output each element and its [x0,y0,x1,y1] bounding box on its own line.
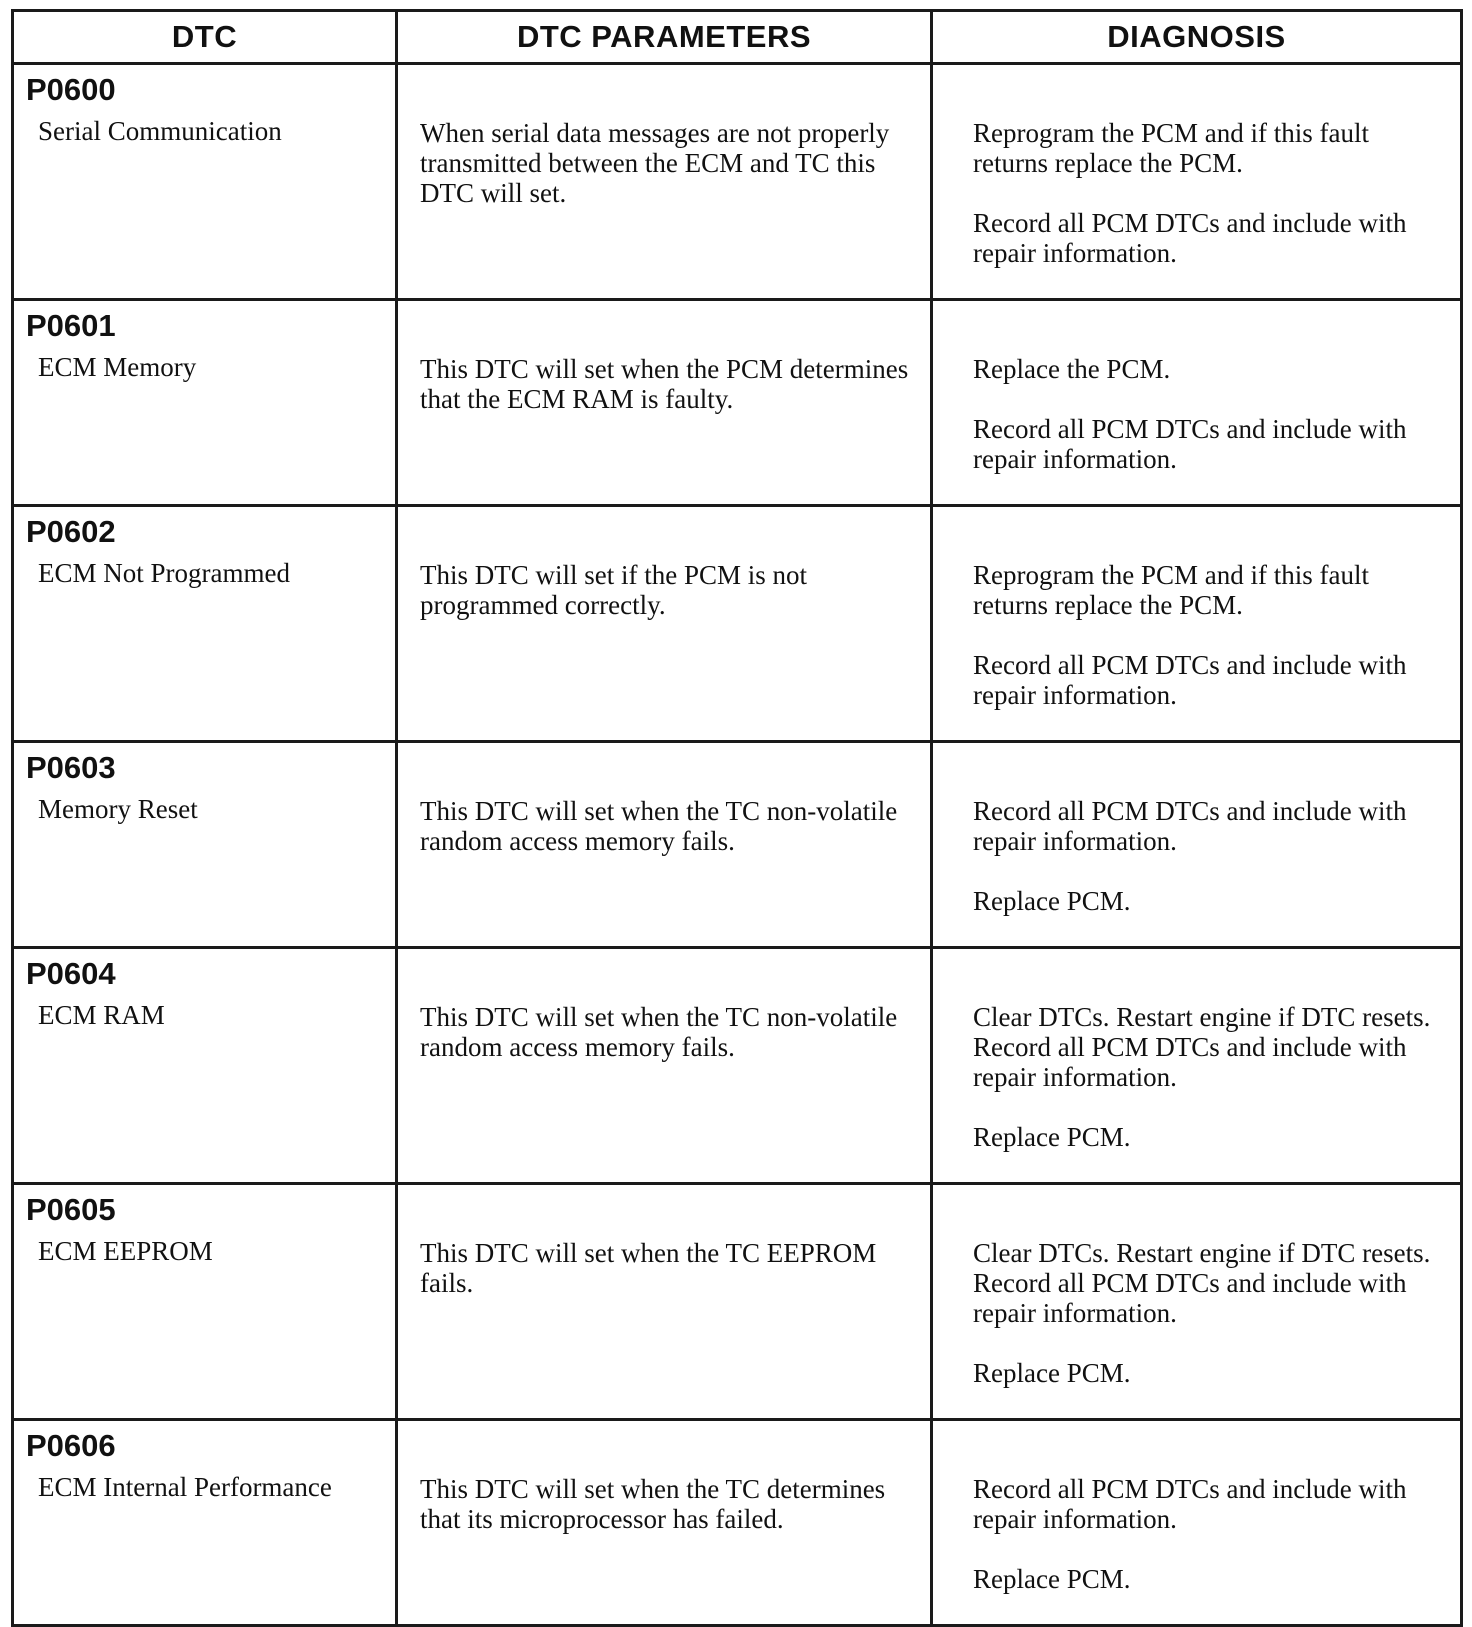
dtc-code: P0603 [26,750,116,785]
dtc-parameters: This DTC will set when the TC non-volatile random access memory fails. [420,1002,898,1062]
parameters-cell [397,64,932,300]
diagnosis-step: Replace PCM. [973,1358,1131,1388]
dtc-cell [13,506,397,742]
dtc-parameters: This DTC will set when the PCM determines that the ECM RAM is faulty. [420,354,909,414]
diagnosis-text [933,507,1460,710]
dtc-code: P0604 [26,956,116,991]
dtc-code: P0602 [26,514,116,549]
diagnosis-text [933,301,1460,474]
parameters-cell [397,742,932,948]
header-row [13,11,1462,64]
dtc-name: ECM RAM [38,1000,165,1030]
diagnosis-step: Replace PCM. [973,1564,1131,1594]
dtc-cell [13,300,397,506]
dtc-code: P0600 [26,72,116,107]
table-row [13,300,1462,506]
table-row [13,1420,1462,1626]
diagnosis-cell [932,742,1462,948]
diagnosis-cell [932,506,1462,742]
dtc-cell [13,742,397,948]
dtc-table [11,9,1463,1627]
diagnosis-text [933,1185,1460,1388]
diagnosis-text [933,949,1460,1152]
parameters-cell [397,1184,932,1420]
table-body [13,64,1462,1626]
dtc-cell [13,1184,397,1420]
header-parameters: DTC PARAMETERS [397,11,932,64]
dtc-cell [13,64,397,300]
table-row [13,64,1462,300]
diagnosis-step: Clear DTCs. Restart engine if DTC resets. Record all PCM DTCs and include with repair information. [973,1238,1431,1328]
diagnosis-step: Replace PCM. [973,1122,1131,1152]
table-row [13,948,1462,1184]
dtc-parameters: This DTC will set when the TC determines that its microprocessor has failed. [420,1474,886,1534]
diagnosis-cell [932,64,1462,300]
dtc-cell [13,1420,397,1626]
diagnosis-cell [932,1420,1462,1626]
diagnosis-text [933,65,1460,268]
dtc-code: P0606 [26,1428,116,1463]
table-row [13,1184,1462,1420]
diagnosis-text [933,743,1460,916]
dtc-name: ECM Internal Performance [38,1472,332,1502]
header-diagnosis: DIAGNOSIS [932,11,1462,64]
dtc-code: P0605 [26,1192,116,1227]
diagnosis-step: Reprogram the PCM and if this fault returns replace the PCM. [973,560,1369,620]
dtc-name: ECM EEPROM [38,1236,213,1266]
dtc-cell [13,948,397,1184]
diagnosis-step: Record all PCM DTCs and include with repair information. [973,414,1407,474]
diagnosis-step: Record all PCM DTCs and include with repair information. [973,208,1407,268]
dtc-name: ECM Not Programmed [38,558,290,588]
diagnosis-step: Replace the PCM. [973,354,1171,384]
dtc-code: P0601 [26,308,116,343]
dtc-parameters: This DTC will set when the TC non-volatile random access memory fails. [420,796,898,856]
table-row [13,506,1462,742]
diagnosis-step: Record all PCM DTCs and include with repair information. [973,796,1407,856]
diagnosis-cell [932,1184,1462,1420]
parameters-cell [397,948,932,1184]
dtc-name: ECM Memory [38,352,197,382]
parameters-cell [397,300,932,506]
diagnosis-step: Record all PCM DTCs and include with repair information. [973,1474,1407,1534]
diagnosis-step: Clear DTCs. Restart engine if DTC resets. Record all PCM DTCs and include with repair information. [973,1002,1431,1092]
dtc-parameters: This DTC will set when the TC EEPROM fails. [420,1238,877,1298]
diagnosis-text [933,1421,1460,1594]
diagnosis-cell [932,948,1462,1184]
dtc-parameters: This DTC will set if the PCM is not programmed correctly. [420,560,808,620]
diagnosis-cell [932,300,1462,506]
dtc-name: Serial Communication [38,116,282,146]
diagnosis-step: Record all PCM DTCs and include with repair information. [973,650,1407,710]
diagnosis-step: Replace PCM. [973,886,1131,916]
dtc-name: Memory Reset [38,794,198,824]
header-dtc: DTC [13,11,397,64]
parameters-cell [397,506,932,742]
parameters-cell [397,1420,932,1626]
diagnosis-step: Reprogram the PCM and if this fault returns replace the PCM. [973,118,1369,178]
dtc-parameters: When serial data messages are not properly transmitted between the ECM and TC this DTC will set. [420,118,890,208]
table-row [13,742,1462,948]
table-header [13,11,1462,64]
